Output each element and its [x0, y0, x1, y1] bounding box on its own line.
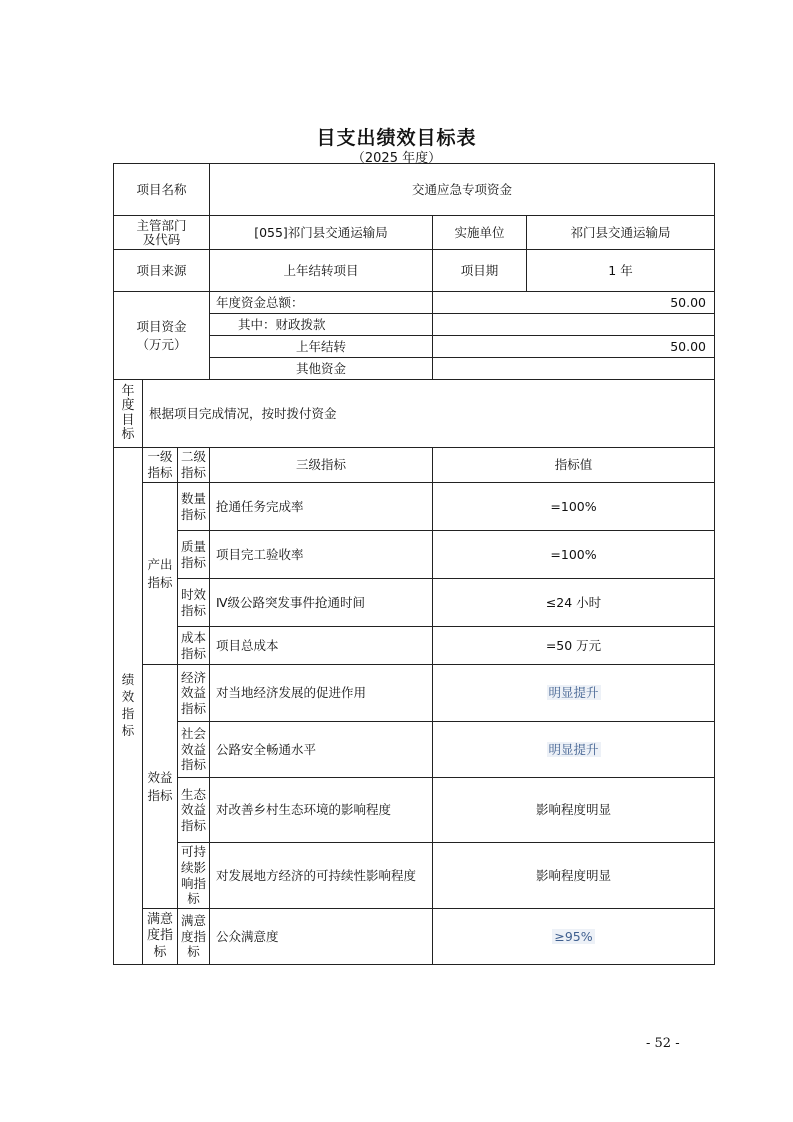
indicator-value: 影响程度明显	[433, 843, 715, 909]
level2-label: 时效 指标	[178, 579, 210, 627]
output-indicator-label: 产出 指标	[143, 483, 178, 665]
page-number: - 52 -	[646, 1036, 680, 1051]
level3-label: 对发展地方经济的可持续性影响程度	[210, 843, 433, 909]
level3-label: 公众满意度	[210, 909, 433, 965]
table-title: 目支出绩效目标表	[316, 127, 477, 149]
indicator-value-text: 明显提升	[548, 741, 599, 757]
annual-goal-label: 年 度 目 标	[114, 380, 143, 448]
indicator-section-label: 绩 效 指 标	[114, 448, 143, 965]
dept-label: 主管部门 及代码	[114, 216, 210, 250]
indicator-value-text: 明显提升	[548, 685, 599, 701]
indicator-value: =100%	[433, 531, 715, 579]
header-level2: 二级 指标	[178, 448, 210, 483]
indicator-value	[433, 722, 715, 778]
indicator-row	[114, 722, 715, 778]
project-name-label: 项目名称	[114, 164, 210, 216]
indicator-row	[114, 778, 715, 843]
indicator-value-text: ≥95%	[554, 928, 593, 944]
indicator-header-row	[114, 448, 715, 483]
level2-label: 数量 指标	[178, 483, 210, 531]
benefit-indicator-label: 效益 指标	[143, 665, 178, 909]
level3-label: 项目总成本	[210, 627, 433, 665]
funds-other-label: 其他资金	[210, 358, 433, 380]
level3-label: 对改善乡村生态环境的影响程度	[210, 778, 433, 843]
indicator-value: ≤24 小时	[433, 579, 715, 627]
indicator-value	[433, 909, 715, 965]
dept-row	[114, 216, 715, 250]
level2-label: 可持 续影 响指 标	[178, 843, 210, 909]
impl-value: 祁门县交通运输局	[527, 216, 715, 250]
funds-fiscal-label: 其中：财政拨款	[210, 314, 433, 336]
period-value: 1 年	[527, 250, 715, 292]
funds-label: 项目资金 （万元）	[114, 292, 210, 380]
funds-total-value: 50.00	[433, 292, 715, 314]
indicator-value: =100%	[433, 483, 715, 531]
funds-carryover-value: 50.00	[433, 336, 715, 358]
project-name-value: 交通应急专项资金	[210, 164, 715, 216]
indicator-row	[114, 843, 715, 909]
annual-goal-row	[114, 380, 715, 448]
level2-label: 社会 效益 指标	[178, 722, 210, 778]
indicator-row	[114, 909, 715, 965]
indicator-row	[114, 531, 715, 579]
table-subtitle: （2025 年度）	[351, 151, 442, 166]
level2-label: 经济 效益 指标	[178, 665, 210, 722]
level3-label: Ⅳ级公路突发事件抢通时间	[210, 579, 433, 627]
funds-carryover-label: 上年结转	[210, 336, 433, 358]
header-level1: 一级 指标	[143, 448, 178, 483]
source-value: 上年结转项目	[210, 250, 433, 292]
funds-total-label: 年度资金总额：	[210, 292, 433, 314]
level2-label: 生态 效益 指标	[178, 778, 210, 843]
performance-table	[113, 163, 715, 965]
indicator-value: =50 万元	[433, 627, 715, 665]
satisfaction-indicator-label: 满意 度指 标	[143, 909, 178, 965]
level3-label: 抢通任务完成率	[210, 483, 433, 531]
source-row	[114, 250, 715, 292]
indicator-row	[114, 579, 715, 627]
dept-value: [055]祁门县交通运输局	[210, 216, 433, 250]
level3-label: 项目完工验收率	[210, 531, 433, 579]
funds-other-value	[433, 358, 715, 380]
indicator-row	[114, 627, 715, 665]
level2-label: 成本 指标	[178, 627, 210, 665]
funds-fiscal-value	[433, 314, 715, 336]
level3-label: 对当地经济发展的促进作用	[210, 665, 433, 722]
funds-total-row	[114, 292, 715, 314]
source-label: 项目来源	[114, 250, 210, 292]
indicator-value	[433, 665, 715, 722]
header-value: 指标值	[433, 448, 715, 483]
indicator-row	[114, 665, 715, 722]
indicator-row	[114, 483, 715, 531]
impl-label: 实施单位	[433, 216, 527, 250]
level3-label: 公路安全畅通水平	[210, 722, 433, 778]
header-level3: 三级指标	[210, 448, 433, 483]
level2-label: 满意 度指 标	[178, 909, 210, 965]
indicator-value: 影响程度明显	[433, 778, 715, 843]
annual-goal-text: 根据项目完成情况，按时拨付资金	[143, 380, 715, 448]
period-label: 项目期	[433, 250, 527, 292]
project-name-row	[114, 164, 715, 216]
level2-label: 质量 指标	[178, 531, 210, 579]
